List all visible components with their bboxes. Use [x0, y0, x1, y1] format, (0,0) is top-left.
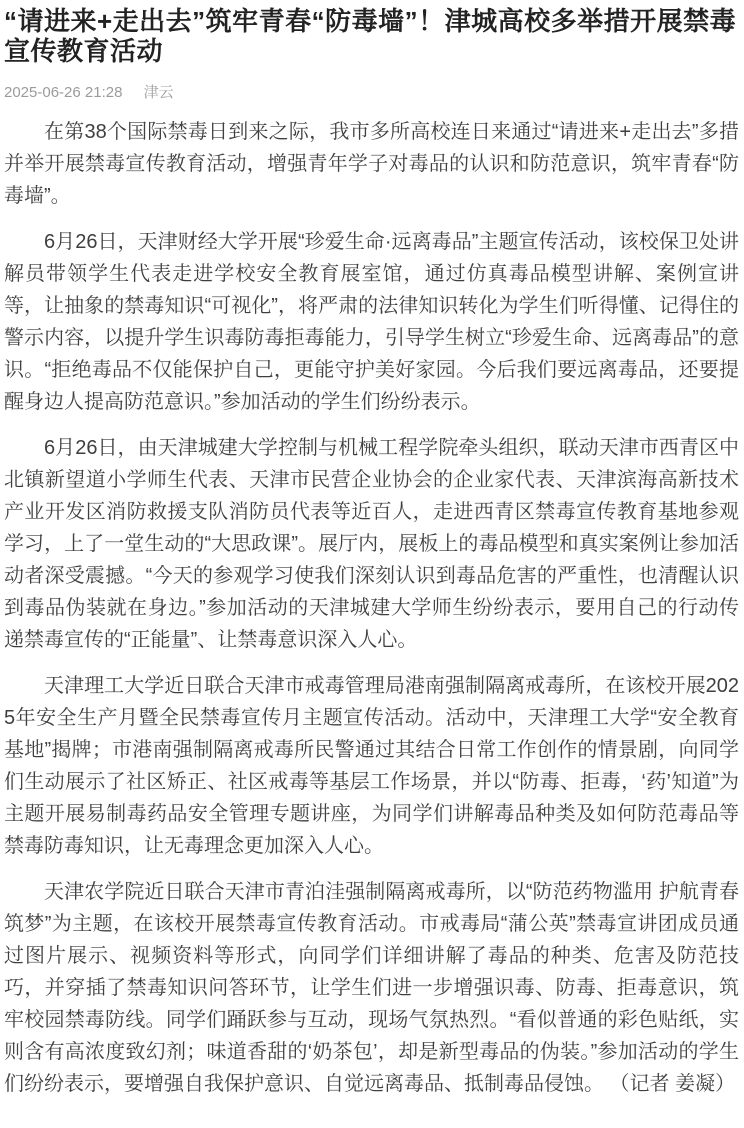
article-paragraph: 天津理工大学近日联合天津市戒毒管理局港南强制隔离戒毒所，在该校开展2025年安全生产月暨全民禁毒宣传月主题宣传活动。活动中，天津理工大学“安全教育基地”揭牌；市港南强制隔离戒毒所民警通过其结合日常工作创作的情景剧，向同学们生动展示了社区矫正、社区戒毒等基层工作场景，并以“防毒、拒毒，‘药’知道”为主题开展易制毒药品安全管理专题讲座，为同学们讲解毒品种类及如何防范毒品等禁毒防毒知识，让无毒理念更加深入人心。: [4, 675, 739, 857]
article-meta: [4, 83, 739, 103]
article-paragraph: 6月26日，天津财经大学开展“珍爱生命·远离毒品”主题宣传活动，该校保卫处讲解员带领学生代表走进学校安全教育展室馆，通过仿真毒品模型讲解、案例宣讲等，让抽象的禁毒知识“可视化”，将严肃的法律知识转化为学生们听得懂、记得住的警示内容，以提升学生识毒防毒拒毒能力，引导学生树立“珍爱生命、远离毒品”的意识。“拒绝毒品不仅能保护自己，更能守护美好家园。今后我们要远离毒品，还要提醒身边人提高防范意识。”参加活动的学生们纷纷表示。: [4, 231, 739, 413]
page-title: “请进来+走出去”筑牢青春“防毒墙”！津城高校多举措开展禁毒宣传教育活动: [4, 6, 737, 66]
article-paragraph: 天津农学院近日联合天津市青泊洼强制隔离戒毒所，以“防范药物滥用 护航青春筑梦”为主题，在该校开展禁毒宣传教育活动。市戒毒局“蒲公英”禁毒宣讲团成员通过图片展示、视频资料等形式，向同学们详细讲解了毒品的种类、危害及防范技巧，并穿插了禁毒知识问答环节，让学生们进一步增强识毒、防毒、拒毒意识，筑牢校园禁毒防线。同学们踊跃参与互动，现场气氛热烈。“看似普通的彩色贴纸，实则含有高浓度致幻剂；味道香甜的‘奶茶包’，却是新型毒品的伪装。”参加活动的学生们纷纷表示，要增强自我保护意识、自觉远离毒品、抵制毒品侵蚀。 （记者 姜凝）: [4, 881, 739, 1095]
article-paragraph: 在第38个国际禁毒日到来之际，我市多所高校连日来通过“请进来+走出去”多措并举开展禁毒宣传教育活动，增强青年学子对毒品的认识和防范意识，筑牢青春“防毒墙”。: [4, 121, 739, 207]
source-label: 津云: [143, 84, 174, 101]
article-body: [4, 116, 739, 1100]
article-paragraph: 6月26日，由天津城建大学控制与机械工程学院牵头组织，联动天津市西青区中北镇新望道小学师生代表、天津市民营企业协会的企业家代表、天津滨海高新技术产业开发区消防救援支队消防员代表等近百人，走进西青区禁毒宣传教育基地参观学习，上了一堂生动的“大思政课”。展厅内，展板上的毒品模型和真实案例让参加活动者深受震撼。“今天的参观学习使我们深刻认识到毒品危害的严重性，也清醒认识到毒品伪装就在身边。”参加活动的天津城建大学师生纷纷表示，要用自己的行动传递禁毒宣传的“正能量”、让禁毒意识深入人心。: [4, 437, 739, 651]
publish-datetime: 2025-06-26 21:28: [4, 84, 123, 101]
